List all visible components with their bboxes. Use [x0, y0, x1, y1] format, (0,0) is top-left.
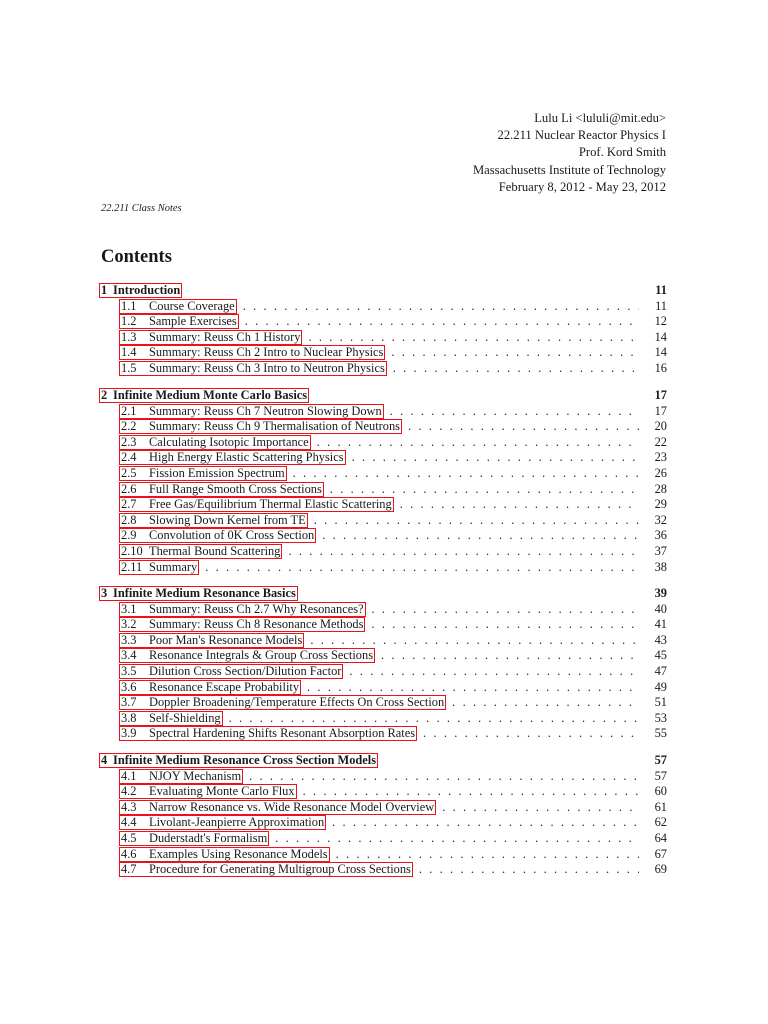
- toc-dot-leader: [390, 403, 639, 419]
- toc-section-link[interactable]: [119, 361, 387, 376]
- toc-section-title: Free Gas/Equilibrium Thermal Elastic Scattering: [149, 497, 392, 512]
- toc-section-link[interactable]: [119, 497, 394, 512]
- toc-section-number: 3.1: [121, 601, 137, 616]
- toc-section-title: Evaluating Monte Carlo Flux: [149, 784, 295, 799]
- toc-section-page: 14: [654, 345, 667, 360]
- toc-dot-leader: [322, 527, 639, 543]
- toc-section-row: [101, 616, 667, 632]
- toc-section-page: 57: [654, 768, 667, 783]
- toc-section-link[interactable]: [119, 862, 413, 877]
- toc-section-row: [101, 679, 667, 695]
- toc-section-row: [101, 449, 667, 465]
- toc-section-title: Summary: Reuss Ch 1 History: [149, 329, 301, 344]
- toc-section-title: High Energy Elastic Scattering Physics: [149, 450, 344, 465]
- toc-section-link[interactable]: [119, 680, 301, 695]
- toc-chapter-row: [101, 585, 667, 601]
- toc-section-page: 40: [654, 601, 667, 616]
- toc-section-title: Poor Man's Resonance Models: [149, 632, 303, 647]
- toc-section-row: [101, 632, 667, 648]
- toc-section-page: 45: [654, 648, 667, 663]
- toc-section-row: [101, 481, 667, 497]
- toc-dot-leader: [393, 360, 639, 376]
- toc-dot-leader: [288, 543, 639, 559]
- toc-section-title: Procedure for Generating Multigroup Cross Sections: [149, 862, 411, 877]
- toc-section-number: 2.3: [121, 434, 137, 449]
- toc-section-number: 2.11: [121, 559, 143, 574]
- toc-section-row: [101, 694, 667, 710]
- toc-section-number: 2.9: [121, 528, 137, 543]
- toc-section-row: [101, 799, 667, 815]
- toc-dot-leader: [381, 647, 639, 663]
- toc-section-link[interactable]: [119, 435, 311, 450]
- institution-line: Massachusetts Institute of Technology: [472, 162, 666, 177]
- toc-chapter-number: 3: [101, 586, 108, 600]
- toc-dot-leader: [423, 725, 639, 741]
- toc-chapter-page: 17: [654, 388, 667, 402]
- toc-section-page: 67: [654, 846, 667, 861]
- toc-section-title: NJOY Mechanism: [149, 768, 242, 783]
- toc-dot-leader: [308, 329, 639, 345]
- toc-section-page: 22: [654, 434, 667, 449]
- toc-dot-leader: [391, 344, 639, 360]
- toc-section-number: 2.5: [121, 466, 137, 480]
- toc-section-link[interactable]: [119, 330, 302, 345]
- toc-section-row: [101, 403, 667, 419]
- toc-section-page: 36: [654, 528, 667, 543]
- toc-section-number: 2.7: [121, 497, 137, 512]
- toc-chapter-title: Infinite Medium Monte Carlo Basics: [113, 388, 308, 402]
- toc-section-link[interactable]: [119, 482, 324, 497]
- course-line: 22.211 Nuclear Reactor Physics I: [497, 128, 666, 143]
- toc-section-page: 62: [654, 815, 667, 830]
- toc-section-page: 61: [654, 799, 667, 814]
- toc-dot-leader: [332, 814, 639, 830]
- toc-section-row: [101, 663, 667, 679]
- toc-section-row: [101, 543, 667, 559]
- toc-section-number: 3.5: [121, 664, 137, 678]
- toc-section-page: 64: [654, 831, 667, 845]
- toc-section-row: [101, 512, 667, 528]
- toc-dot-leader: [245, 313, 639, 329]
- toc-chapter-row: [101, 752, 667, 768]
- toc-section-title: Convolution of 0K Cross Section: [149, 528, 315, 543]
- toc-section-title: Duderstadt's Formalism: [149, 831, 268, 845]
- toc-section-page: 47: [654, 664, 667, 678]
- toc-section-link[interactable]: [119, 544, 282, 559]
- toc-section-page: 38: [654, 559, 667, 574]
- toc-section-number: 2.1: [121, 403, 137, 418]
- toc-section-title: Spectral Hardening Shifts Resonant Absorption Rates: [149, 726, 416, 741]
- toc-section-page: 60: [654, 784, 667, 799]
- toc-section-link[interactable]: [119, 695, 446, 710]
- toc-section-link[interactable]: [119, 345, 385, 360]
- toc-dot-leader: [229, 710, 639, 726]
- toc-section-page: 37: [654, 544, 667, 558]
- toc-section-page: 53: [654, 710, 667, 725]
- toc-section-row: [101, 329, 667, 345]
- toc-dot-leader: [349, 663, 639, 679]
- toc-dot-leader: [317, 434, 639, 450]
- toc-section-number: 2.6: [121, 481, 137, 496]
- toc-chapter-row: [101, 282, 667, 298]
- author-line: Lulu Li <lululi@mit.edu>: [534, 111, 666, 125]
- toc-dot-leader: [336, 846, 639, 862]
- toc-section-title: Slowing Down Kernel from TE: [149, 512, 306, 527]
- toc-section-number: 4.1: [121, 768, 137, 783]
- toc-chapter-link[interactable]: [99, 388, 309, 403]
- toc-section-number: 1.3: [121, 329, 137, 344]
- toc-section-row: [101, 496, 667, 512]
- toc-section-page: 16: [654, 361, 667, 375]
- toc-section-number: 1.5: [121, 361, 137, 375]
- toc-section-number: 3.6: [121, 679, 137, 694]
- toc-section-number: 4.4: [121, 815, 137, 830]
- toc-section-title: Calculating Isotopic Importance: [149, 434, 309, 449]
- toc-section-row: [101, 344, 667, 360]
- toc-section-number: 4.5: [121, 831, 137, 845]
- toc-dot-leader: [352, 449, 639, 465]
- toc-section-page: 20: [654, 419, 667, 434]
- toc-section-link[interactable]: [119, 800, 436, 815]
- toc-section-title: Course Coverage: [149, 298, 235, 313]
- toc-section-link[interactable]: [119, 602, 366, 617]
- toc-section-link[interactable]: [119, 726, 417, 741]
- toc-dot-leader: [314, 512, 639, 528]
- toc-section-link[interactable]: [119, 513, 308, 528]
- toc-section-number: 2.10: [121, 544, 143, 558]
- toc-section-row: [101, 725, 667, 741]
- toc-chapter-number: 4: [101, 753, 108, 767]
- toc-section-row: [101, 559, 667, 575]
- toc-section-link[interactable]: [119, 560, 199, 575]
- toc-chapter-number: 1: [101, 283, 108, 297]
- toc-chapter-row: [101, 387, 667, 403]
- toc-section-link[interactable]: [119, 648, 375, 663]
- toc-section-number: 1.2: [121, 314, 137, 329]
- toc-chapter-title: Introduction: [113, 283, 181, 297]
- toc-section-row: [101, 846, 667, 862]
- toc-chapter-title: Infinite Medium Resonance Basics: [113, 586, 296, 600]
- toc-chapter-link[interactable]: [99, 586, 298, 601]
- toc-dot-leader: [419, 861, 639, 877]
- toc-section-title: Fission Emission Spectrum: [149, 466, 285, 480]
- toc-section-row: [101, 814, 667, 830]
- toc-dot-leader: [293, 465, 639, 481]
- toc-section-page: 41: [654, 617, 667, 632]
- toc-section-page: 26: [654, 466, 667, 480]
- toc-section-link[interactable]: [119, 664, 343, 679]
- toc-section-link[interactable]: [119, 419, 402, 434]
- toc-section-number: 3.9: [121, 726, 137, 741]
- toc-section-page: 23: [654, 450, 667, 465]
- toc-section-title: Examples Using Resonance Models: [149, 846, 328, 861]
- toc-section-page: 11: [655, 298, 667, 313]
- toc-chapter-number: 2: [101, 388, 108, 402]
- toc-section-page: 43: [654, 632, 667, 647]
- toc-section-row: [101, 783, 667, 799]
- dates-line: February 8, 2012 - May 23, 2012: [498, 179, 666, 194]
- toc-section-number: 2.4: [121, 450, 137, 465]
- toc-section-row: [101, 768, 667, 784]
- toc-section-number: 3.4: [121, 648, 137, 663]
- toc-section-number: 4.7: [121, 862, 137, 877]
- toc-section-link[interactable]: [119, 815, 326, 830]
- toc-section-title: Resonance Integrals & Group Cross Sections: [149, 648, 374, 663]
- toc-section-row: [101, 861, 667, 877]
- toc-section-link[interactable]: [119, 711, 223, 726]
- toc-section-number: 3.3: [121, 632, 137, 647]
- toc-section-link[interactable]: [119, 466, 287, 481]
- toc-section-number: 1.1: [121, 298, 137, 313]
- toc-section-page: 51: [654, 695, 667, 710]
- toc-section-number: 4.6: [121, 846, 137, 861]
- toc-section-link[interactable]: [119, 528, 316, 543]
- toc-section-title: Full Range Smooth Cross Sections: [149, 481, 322, 496]
- toc-section-page: 29: [654, 497, 667, 512]
- toc-section-title: Dilution Cross Section/Dilution Factor: [149, 664, 342, 678]
- toc-section-page: 14: [654, 329, 667, 344]
- toc-section-title: Narrow Resonance vs. Wide Resonance Model Overview: [149, 799, 435, 814]
- toc-section-page: 28: [654, 481, 667, 496]
- toc-section-page: 12: [654, 314, 667, 329]
- toc-chapter-title: Infinite Medium Resonance Cross Section Models: [113, 753, 377, 767]
- toc-chapter-link[interactable]: [99, 753, 378, 768]
- toc-chapter-page: 39: [654, 586, 667, 600]
- toc-section-title: Summary: Reuss Ch 3 Intro to Neutron Physics: [149, 361, 385, 375]
- toc-section-title: Resonance Escape Probability: [149, 679, 300, 694]
- toc-dot-leader: [400, 496, 639, 512]
- toc-section-row: [101, 313, 667, 329]
- toc-section-link[interactable]: [119, 831, 269, 846]
- toc-section-page: 49: [654, 679, 667, 694]
- toc-section-row: [101, 298, 667, 314]
- toc-section-number: 3.7: [121, 695, 137, 710]
- toc-section-link[interactable]: [119, 450, 346, 465]
- toc-chapter-page: 57: [654, 753, 667, 767]
- toc-section-link[interactable]: [119, 847, 330, 862]
- toc-section-page: 69: [654, 862, 667, 877]
- toc-dot-leader: [372, 601, 639, 617]
- toc-dot-leader: [205, 559, 639, 575]
- toc-section-row: [101, 527, 667, 543]
- toc-section-title: Summary: Reuss Ch 9 Thermalisation of Neutrons: [149, 419, 401, 434]
- toc-section-number: 4.2: [121, 784, 137, 799]
- toc-dot-leader: [307, 679, 639, 695]
- toc-section-row: [101, 601, 667, 617]
- toc-dot-leader: [371, 616, 639, 632]
- toc-section-link[interactable]: [119, 314, 239, 329]
- toc-section-number: 1.4: [121, 345, 137, 360]
- toc-section-title: Summary: Reuss Ch 2 Intro to Nuclear Physics: [149, 345, 384, 360]
- toc-section-link[interactable]: [119, 404, 384, 419]
- toc-dot-leader: [330, 481, 639, 497]
- toc-section-title: Summary: Reuss Ch 8 Resonance Methods: [149, 617, 364, 632]
- toc-dot-leader: [249, 768, 639, 784]
- toc-section-number: 3.8: [121, 710, 137, 725]
- toc-section-link[interactable]: [119, 769, 243, 784]
- toc-section-title: Summary: Reuss Ch 7 Neutron Slowing Down: [149, 403, 382, 418]
- toc-section-page: 32: [654, 512, 667, 527]
- toc-chapter-link[interactable]: [99, 283, 182, 298]
- toc-section-row: [101, 418, 667, 434]
- toc-section-row: [101, 465, 667, 481]
- toc-section-link[interactable]: [119, 784, 297, 799]
- toc-section-row: [101, 830, 667, 846]
- toc-section-title: Summary: [149, 559, 198, 574]
- toc-section-number: 4.3: [121, 799, 137, 814]
- toc-section-link[interactable]: [119, 617, 365, 632]
- toc-section-row: [101, 647, 667, 663]
- toc-section-page: 55: [654, 726, 667, 741]
- contents-title: Contents: [101, 247, 172, 267]
- toc-dot-leader: [275, 830, 639, 846]
- toc-section-title: Sample Exercises: [149, 314, 237, 329]
- author-block: [473, 110, 666, 196]
- toc-dot-leader: [408, 418, 639, 434]
- toc-section-number: 2.8: [121, 512, 137, 527]
- toc-section-number: 2.2: [121, 419, 137, 434]
- toc-dot-leader: [310, 632, 639, 648]
- toc-section-page: 17: [654, 403, 667, 418]
- toc-section-title: Livolant-Jeanpierre Approximation: [149, 815, 325, 830]
- toc-dot-leader: [303, 783, 639, 799]
- toc-section-row: [101, 710, 667, 726]
- toc-section-number: 3.2: [121, 617, 137, 632]
- toc-section-link[interactable]: [119, 633, 304, 648]
- toc-dot-leader: [243, 298, 639, 314]
- running-head: 22.211 Class Notes: [101, 203, 182, 214]
- toc-dot-leader: [452, 694, 639, 710]
- toc-section-title: Self-Shielding: [149, 710, 221, 725]
- toc-chapter-page: 11: [655, 283, 667, 297]
- toc-dot-leader: [442, 799, 639, 815]
- toc-section-link[interactable]: [119, 299, 237, 314]
- toc-section-title: Doppler Broadening/Temperature Effects On Cross Section: [149, 695, 445, 710]
- toc-section-title: Thermal Bound Scattering: [149, 544, 281, 558]
- professor-line: Prof. Kord Smith: [578, 145, 666, 160]
- toc-section-row: [101, 434, 667, 450]
- toc-section-row: [101, 360, 667, 376]
- toc-section-title: Summary: Reuss Ch 2.7 Why Resonances?: [149, 601, 364, 616]
